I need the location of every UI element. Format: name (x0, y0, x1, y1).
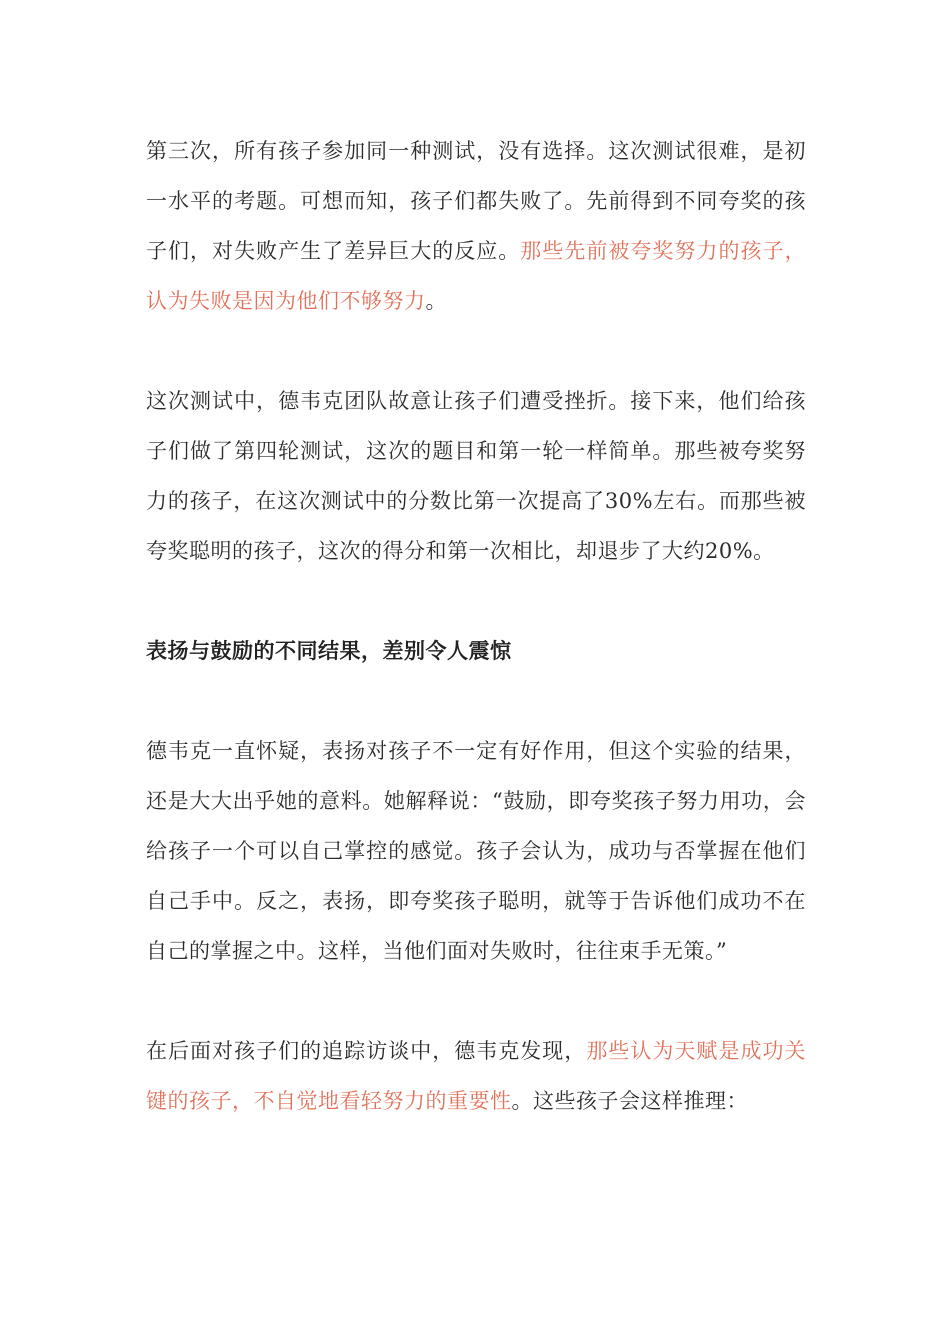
article-body (146, 126, 806, 1176)
paragraph-tail: 。 (425, 289, 447, 313)
highlighted-text: 那些先前被夸奖努力的孩子，认为失败是因为他们不够努力 (146, 239, 807, 313)
section-heading: 表扬与鼓励的不同结果，差别令人震惊 (146, 639, 512, 663)
paragraph-followup (146, 1026, 806, 1126)
paragraph-tail: 。这些孩子会这样推理： (511, 1089, 748, 1113)
paragraph-fourth-test (146, 376, 806, 576)
paragraph-text: 这次测试中，德韦克团队故意让孩子们遭受挫折。接下来，他们给孩子们做了第四轮测试，这次的题目和第一轮一样简单。那些被夸奖努力的孩子，在这次测试中的分数比第一次提高了30%左右。而那些被夸奖聪明的孩子，这次的得分和第一次相比，却退步了大约20%。 (146, 389, 806, 563)
paragraph-text: 第三次，所有孩子参加同一种测试，没有选择。这次测试很难，是初一水平的考题。可想而知，孩子们都失败了。先前得到不同夸奖的孩子们，对失败产生了差异巨大的反应。 (146, 139, 806, 263)
highlighted-text: 那些认为天赋是成功关键的孩子，不自觉地看轻努力的重要性 (146, 1039, 806, 1113)
paragraph-text: 在后面对孩子们的追踪访谈中，德韦克发现， (146, 1039, 587, 1063)
paragraph-dweck-quote (146, 726, 806, 976)
paragraph-third-test (146, 126, 806, 326)
paragraph-text: 德韦克一直怀疑，表扬对孩子不一定有好作用，但这个实验的结果，还是大大出乎她的意料。她解释说：“鼓励，即夸奖孩子努力用功，会给孩子一个可以自己掌控的感觉。孩子会认为，成功与否掌握在他们自己手中。反之，表扬，即夸奖孩子聪明，就等于告诉他们成功不在自己的掌握之中。这样，当他们面对失败时，往往束手无策。” (146, 739, 806, 963)
